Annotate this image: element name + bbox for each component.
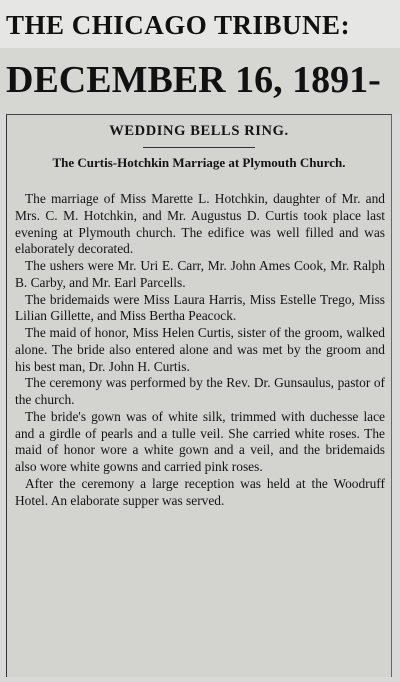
headline-divider — [143, 147, 255, 148]
article-body — [15, 191, 385, 509]
article-clipping — [6, 114, 392, 677]
newspaper-title: THE CHICAGO TRIBUNE: — [6, 10, 351, 40]
article-paragraph: The bride's gown was of white silk, trimmed with duchesse lace and a girdle of pearls and a tulle veil. She carried white roses. The maid of honor wore a white gown and a veil, and the bridemaids also wore white gowns and carried pink roses. — [15, 408, 385, 474]
article-subhead: The Curtis-Hotchkin Marriage at Plymouth Church. — [52, 155, 346, 170]
issue-date: DECEMBER 16, 1891- — [6, 59, 381, 101]
masthead — [0, 0, 400, 48]
article-paragraph: The bridemaids were Miss Laura Harris, Miss Estelle Trego, Miss Lilian Gillette, and Miss Bertha Peacock. — [15, 291, 385, 324]
article-headline: WEDDING BELLS RING. — [109, 123, 289, 139]
article-paragraph: The marriage of Miss Marette L. Hotchkin, daughter of Mr. and Mrs. C. M. Hotchkin, and Mr. Augustus D. Curtis took place last evening at Plymouth church. The edifice was well filled and was elaborately decorated. — [15, 191, 385, 257]
article-paragraph: The maid of honor, Miss Helen Curtis, sister of the groom, walked alone. The bride also entered alone and was met by the groom and his best man, Dr. John H. Curtis. — [15, 325, 385, 374]
article-paragraph: The ushers were Mr. Uri E. Carr, Mr. John Ames Cook, Mr. Ralph B. Carby, and Mr. Earl Parcells. — [15, 258, 385, 290]
article-paragraph: After the ceremony a large reception was held at the Woodruff Hotel. An elaborate supper was served. — [15, 475, 385, 508]
article-paragraph: The ceremony was performed by the Rev. Dr. Gunsaulus, pastor of the church. — [15, 375, 385, 407]
